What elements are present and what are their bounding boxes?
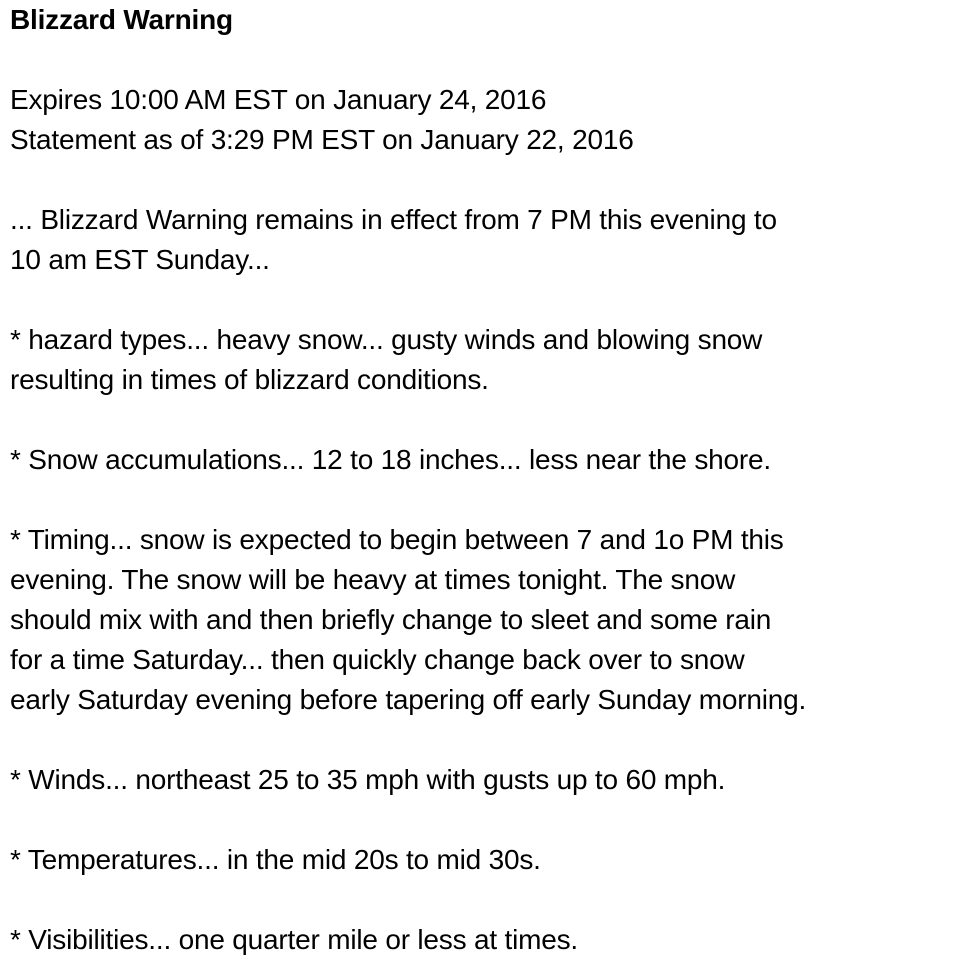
hazard-paragraph	[10, 320, 950, 400]
snow-accumulations-line: * Snow accumulations... 12 to 18 inches... less near the shore.	[10, 444, 771, 475]
hazard-line: resulting in times of blizzard conditions.	[10, 364, 489, 395]
timing-paragraph	[10, 520, 950, 720]
timing-line: should mix with and then briefly change to sleet and some rain	[10, 604, 772, 635]
spacer	[10, 800, 950, 840]
weather-statement	[10, 0, 950, 960]
headline-line: 10 am EST Sunday...	[10, 244, 270, 275]
timing-line: * Timing... snow is expected to begin between 7 and 1o PM this	[10, 524, 784, 555]
winds-paragraph	[10, 760, 950, 800]
timing-line: early Saturday evening before tapering off early Sunday morning.	[10, 684, 807, 715]
headline-line: ... Blizzard Warning remains in effect from 7 PM this evening to	[10, 204, 777, 235]
spacer	[10, 880, 950, 920]
spacer	[10, 40, 950, 80]
timing-line: for a time Saturday... then quickly change back over to snow	[10, 644, 745, 675]
headline-paragraph	[10, 200, 950, 280]
timing-line: evening. The snow will be heavy at times tonight. The snow	[10, 564, 736, 595]
page-title: Blizzard Warning	[10, 4, 233, 35]
spacer	[10, 720, 950, 760]
visibilities-line: * Visibilities... one quarter mile or less at times.	[10, 924, 578, 955]
snow-accumulations-paragraph	[10, 440, 950, 480]
temperatures-line: * Temperatures... in the mid 20s to mid 30s.	[10, 844, 541, 875]
expires-text: Expires 10:00 AM EST on January 24, 2016	[10, 84, 547, 115]
hazard-line: * hazard types... heavy snow... gusty winds and blowing snow	[10, 324, 763, 355]
spacer	[10, 400, 950, 440]
dates-block	[10, 80, 950, 160]
spacer	[10, 480, 950, 520]
statement-time-text: Statement as of 3:29 PM EST on January 22, 2016	[10, 124, 634, 155]
visibilities-paragraph	[10, 920, 950, 960]
winds-line: * Winds... northeast 25 to 35 mph with gusts up to 60 mph.	[10, 764, 726, 795]
spacer	[10, 160, 950, 200]
spacer	[10, 280, 950, 320]
temperatures-paragraph	[10, 840, 950, 880]
